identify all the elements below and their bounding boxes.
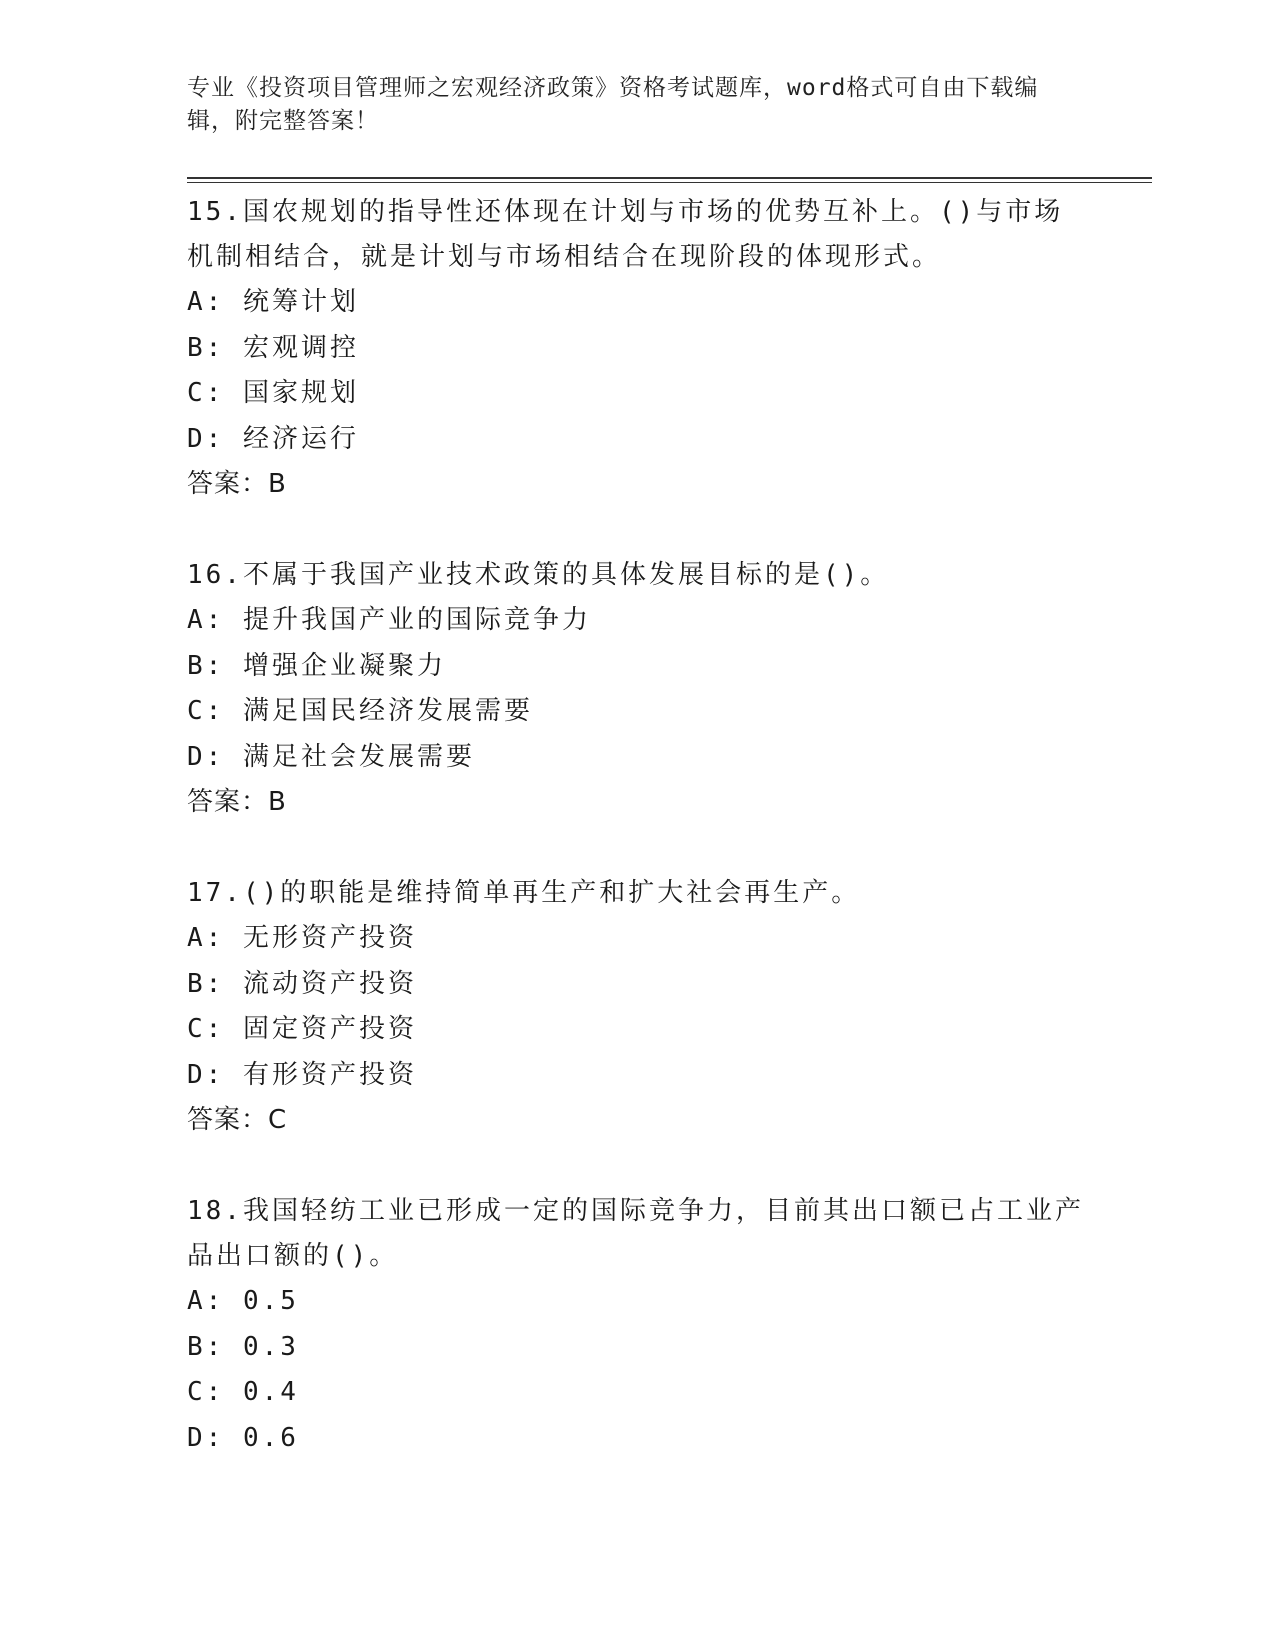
question-18 [187, 1189, 1087, 1461]
option-a: A: 无形资产投资 [187, 923, 417, 953]
option-b: B: 宏观调控 [187, 332, 359, 363]
question-gap [187, 507, 1087, 553]
option-c: C: 0.4 [187, 1377, 299, 1407]
question-16 [187, 553, 1087, 825]
option-b: B: 增强企业凝聚力 [187, 650, 446, 681]
question-15 [187, 190, 1087, 507]
header-divider-thick [187, 177, 1152, 179]
question-stem: 15.国农规划的指导性还体现在计划与市场的优势互补上。()与市场机制相结合，就是计划与市场相结合在现阶段的体现形式。 [187, 197, 1064, 272]
option-d: D: 有形资产投资 [187, 1059, 417, 1090]
answer: 答案：B [187, 469, 287, 499]
question-stem: 16.不属于我国产业技术政策的具体发展目标的是()。 [187, 560, 890, 590]
option-d: D: 0.6 [187, 1422, 299, 1453]
option-d: D: 满足社会发展需要 [187, 741, 475, 772]
option-b: B: 流动资产投资 [187, 968, 417, 999]
question-17 [187, 871, 1087, 1143]
document-header: 专业《投资项目管理师之宏观经济政策》资格考试题库，word格式可自由下载编辑，附完整答案！ [187, 75, 1039, 134]
option-c: C: 国家规划 [187, 378, 359, 408]
question-stem: 18.我国轻纺工业已形成一定的国际竞争力，目前其出口额已占工业产品出口额的()。 [187, 1196, 1084, 1271]
option-a: A: 统筹计划 [187, 287, 359, 317]
question-list [187, 190, 1087, 1461]
answer: 答案：C [187, 1105, 288, 1135]
option-a: A: 0.5 [187, 1286, 299, 1316]
option-b: B: 0.3 [187, 1331, 299, 1362]
question-gap [187, 1143, 1087, 1189]
answer: 答案：B [187, 787, 287, 817]
option-d: D: 经济运行 [187, 423, 359, 454]
option-c: C: 满足国民经济发展需要 [187, 696, 533, 726]
option-a: A: 提升我国产业的国际竞争力 [187, 605, 591, 635]
question-gap [187, 825, 1087, 871]
option-c: C: 固定资产投资 [187, 1014, 417, 1044]
question-stem: 17.()的职能是维持简单再生产和扩大社会再生产。 [187, 878, 861, 908]
header-divider-thin [187, 182, 1152, 183]
